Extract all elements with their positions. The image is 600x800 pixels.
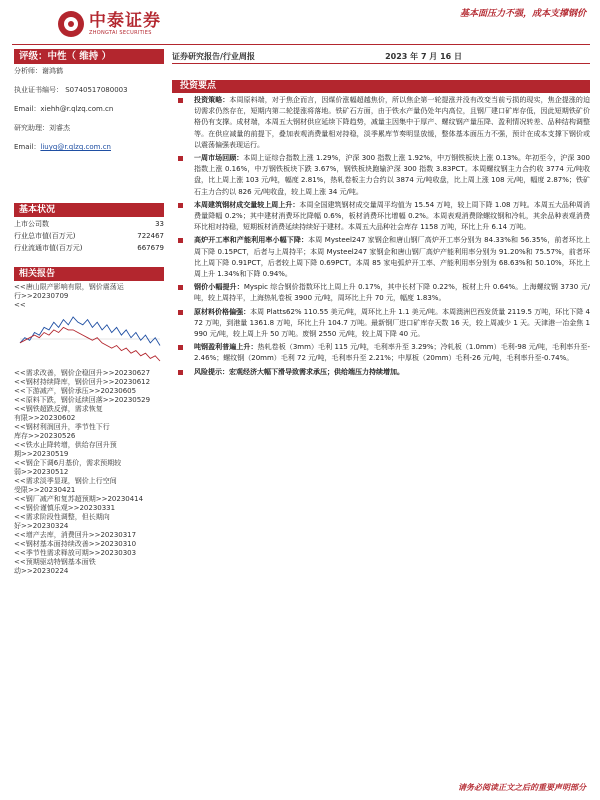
info-row: 行业总市值(百万元) 722467 <box>14 231 164 240</box>
analyst-name: 分析师：谢鸿鹤 <box>14 67 63 75</box>
related-report-link[interactable]: <<需求改善，钢价企稳回升>>20230627 <box>14 369 151 377</box>
assistant-email-row <box>14 143 164 151</box>
bullet-square-icon <box>178 370 183 375</box>
key-point-item <box>172 235 590 280</box>
key-point-text: 本周 Platts62% 110.55 美元/吨，周环比上升 1.1 美元/吨。本周澳洲巴西发货量 2119.5 万吨，环比下降 472 万吨，到港量 1361.8 万吨，环比上升 104.7 万吨。最新钢厂进口矿库存天数 16 天，较上周减少 1 天。天津港一冶金焦 1990 元/吨，较上周上升 50 万吨。废钢 2550 元/吨，较上周下降 40 元。 <box>194 307 590 339</box>
related-report-link[interactable]: 库存>>20230526 <box>14 432 76 440</box>
key-point-heading: 投资策略： <box>194 96 230 104</box>
related-report-link[interactable]: <<钢材持续降库，钢价回升>>20230612 <box>14 378 151 386</box>
related-report-link[interactable]: <<钢材基本面持续改善>>20230310 <box>14 540 137 548</box>
report-date: 2023 年 7 月 16 日 <box>385 52 462 61</box>
key-points-list <box>172 95 590 380</box>
basic-info-table <box>14 217 164 253</box>
report-type: 证券研究报告/行业周报 <box>172 52 255 61</box>
assistant-name: 研究助理：刘睿杰 <box>14 124 70 132</box>
key-point-heading: 钢价小幅提升： <box>194 283 244 292</box>
key-point-heading: 原材料价格偏强： <box>194 307 251 316</box>
info-row: 行业流通市值(百万元) 667679 <box>14 243 164 252</box>
key-point-heading: 吨钢盈利普遍上升： <box>194 343 258 352</box>
bullet-square-icon <box>178 203 183 208</box>
disclaimer-footer: 请务必阅读正文之后的重要声明部分 <box>458 783 586 792</box>
assistant-email-label: Email： <box>14 143 41 151</box>
key-point-text: 本周 Mysteel247 家钢企和唐山钢厂高炉开工率分别为 84.33%和 56.35%，前者环比上周下降 0.15PCT，后者与上周持平；本周 Mysteel247 家钢企和唐山钢厂高炉产能利用率分别为 91.20%和 75.57%，前者环比上周下降 0.91PCT，后者较上周下降 0.69PCT。本周 85 家电弧炉开工率、产能利用率分别为 68.63%和 50.10%，环比上周上升 1.34%和下降 0.94%。 <box>194 236 591 279</box>
key-point-text: 宏观经济大幅下滑导致需求承压；供给端压力持续增加。 <box>229 367 404 376</box>
logo-emblem-icon <box>58 11 84 37</box>
related-report-link[interactable]: 弱>>20230512 <box>14 468 69 476</box>
basic-info-title: 基本状况 <box>14 203 164 217</box>
related-reports-title: 相关报告 <box>14 267 164 281</box>
related-reports-list <box>14 369 164 576</box>
company-logo <box>58 11 161 37</box>
main-divider <box>172 63 590 64</box>
bullet-square-icon <box>178 98 183 103</box>
header-divider <box>12 44 590 45</box>
key-point-heading: 高炉开工率和产能利用率小幅下降： <box>194 236 309 245</box>
related-report-link[interactable]: <<季节性需求释放可期>>20230303 <box>14 549 137 557</box>
related-report-link[interactable]: <<钢价谨慎乐观>>20230331 <box>14 504 116 512</box>
key-point-text: 本周原料端，对于焦企而言，因煤价涨幅超越焦价，所以焦企第一轮提涨并没有改变当前亏损的现实，焦企提涨的迫切需求仍然存在，短期内第二轮提涨将落地。铁矿石方面，由于铁水产量仍处年内高位，且钢厂建口矿库存低，因此短期铁矿价格仍有支撑。成材端，本周五大钢材供应延续下降趋势，减量主因集中于厚产、螺纹钢产量压降、盈利情况转差、品种结构调整等。在供应减量的前提下，叠加表观消费量相对持稳，淡季累库节奏明显放缓，整体基本面压力不强，预计在成本支撑下钢价或以震荡偏强表现运行。 <box>194 96 591 149</box>
report-topic: 基本面压力不强，成本支撑钢价 <box>459 9 586 19</box>
report-meta <box>172 51 590 63</box>
related-report-link[interactable]: <<增产去库，消费回升>>20230317 <box>14 531 137 539</box>
page-header <box>0 0 600 46</box>
related-report-link[interactable]: 行>>20230709 <box>14 292 69 300</box>
related-report-link[interactable]: 期>>20230519 <box>14 450 69 458</box>
rating-bar: 评级：中性（ 维持 ） <box>14 49 164 64</box>
logo-name-cn: 中泰证券 <box>89 10 161 31</box>
related-report-link[interactable]: <<钢企下调6月基价，需求预期较 <box>14 459 122 467</box>
chart-series-line <box>20 317 160 346</box>
industry-index-chart <box>14 313 162 365</box>
left-sidebar <box>14 49 164 576</box>
key-point-heading: 风险提示： <box>194 367 229 376</box>
related-report-link[interactable]: <<原料下跌，钢价延续回落>>20230529 <box>14 396 151 404</box>
key-point-item <box>172 95 590 151</box>
related-report-link[interactable]: 好>>20230324 <box>14 522 69 530</box>
related-report-link[interactable]: <<下游减产，钢价承压>>20230605 <box>14 387 137 395</box>
related-report-link[interactable]: 受限>>20230421 <box>14 486 76 494</box>
related-report-link[interactable]: <<钢铁超跌反弹，需求恢复 <box>14 405 103 413</box>
related-report-link[interactable]: <<需求阶段性调整，但长期向 <box>14 513 110 521</box>
related-report-link[interactable]: <<预期驱动特钢基本面铁 <box>14 558 96 566</box>
logo-name-en: ZHONGTAI SECURITIES <box>89 29 152 36</box>
related-report-link[interactable]: <<唐山限产影响有限，钢价震荡运 <box>14 283 124 291</box>
related-report-link[interactable]: 有限>>20230602 <box>14 414 76 422</box>
bullet-square-icon <box>178 285 183 290</box>
analyst-email: Email：xiehh@r.qlzq.com.cn <box>14 105 114 113</box>
related-report-link[interactable]: <<铁水止降转增，供给存回升预 <box>14 441 117 449</box>
key-point-text: 热轧卷板（3mm）毛利 115 元/吨，毛利率升至 3.29%；冷轧板（1.0mm）毛利-98 元/吨，毛利率升至-2.46%；螺纹钢（20mm）毛利 72 元/吨，毛利率升至 2.21%；中厚板（20mm）毛利-26 元/吨，毛利率升至-0.74%。 <box>194 343 590 363</box>
key-point-item <box>172 282 590 304</box>
related-report-link[interactable]: <<钢厂减产和复苏超预期>>20230414 <box>14 495 144 503</box>
bullet-square-icon <box>178 238 183 243</box>
related-report-link[interactable]: <<钢材利润回升，季节性下行 <box>14 423 110 431</box>
related-report-link[interactable]: 动>>20230224 <box>14 567 69 575</box>
key-point-item <box>172 200 590 234</box>
bullet-square-icon <box>178 156 183 161</box>
key-points-title: 投资要点 <box>172 80 590 93</box>
bullet-square-icon <box>178 310 183 315</box>
key-point-text: Myspic 综合钢价指数环比上周上升 0.17%，其中长材下降 0.22%，板材上升 0.64%。上海螺纹钢 3730 元/吨，较上周持平，上海热轧卷板 3900 元/吨，周环比上升 70 元，幅度 1.83%。 <box>194 283 591 303</box>
info-row: 上市公司数 33 <box>14 219 164 228</box>
key-point-item <box>172 307 590 341</box>
key-point-item <box>172 367 590 378</box>
key-point-heading: 一周市场回顾： <box>194 154 244 163</box>
key-point-item <box>172 342 590 364</box>
related-report-link[interactable]: << <box>14 301 26 309</box>
bullet-square-icon <box>178 345 183 350</box>
license-number: 执业证书编号： S0740517080003 <box>14 86 128 94</box>
key-point-text: 本周全国建筑钢材成交量周平均值为 15.54 万吨，较上周下降 1.08 万吨。本周五大品种周消费量降幅 0.2%；其中建材消费环比降幅 0.6%，板材消费环比增幅 0.2%。本周表观消费除螺纹钢和冷轧，其余品种表观消费环比相对持稳，短期板材消费延续持续好于建材。本周五大品种社会库存 1158 万吨，环比上升 6.14 万吨。 <box>194 200 590 232</box>
key-point-heading: 本周建筑钢材成交量较上周上升： <box>194 200 300 209</box>
key-point-text: 本周上证综合指数上涨 1.29%，沪深 300 指数上涨 1.92%，中万钢铁板块上涨 0.13%。年初至今，沪深 300 指数上涨 0.16%，中万钢铁板块下跌 3.67%，钢铁板块跑输沪深 300 指数 3.83PCT。本周螺纹钢主力合约收 3774 元/吨收盘，比上周上涨 103 元/吨，幅度 2.81%，热轧卷板主力合约以 3874 元/吨收盘，比上周上涨 108 元/吨，幅度 2.87%；铁矿石主力合约以 826 元/吨收盘，较上周上涨 34 元/吨。 <box>194 154 590 196</box>
related-report-link[interactable]: <<需求淡季显现，钢价上行空间 <box>14 477 117 485</box>
key-point-item <box>172 153 590 198</box>
assistant-email-link[interactable]: liuyq@r.qlzq.com.cn <box>40 143 111 151</box>
